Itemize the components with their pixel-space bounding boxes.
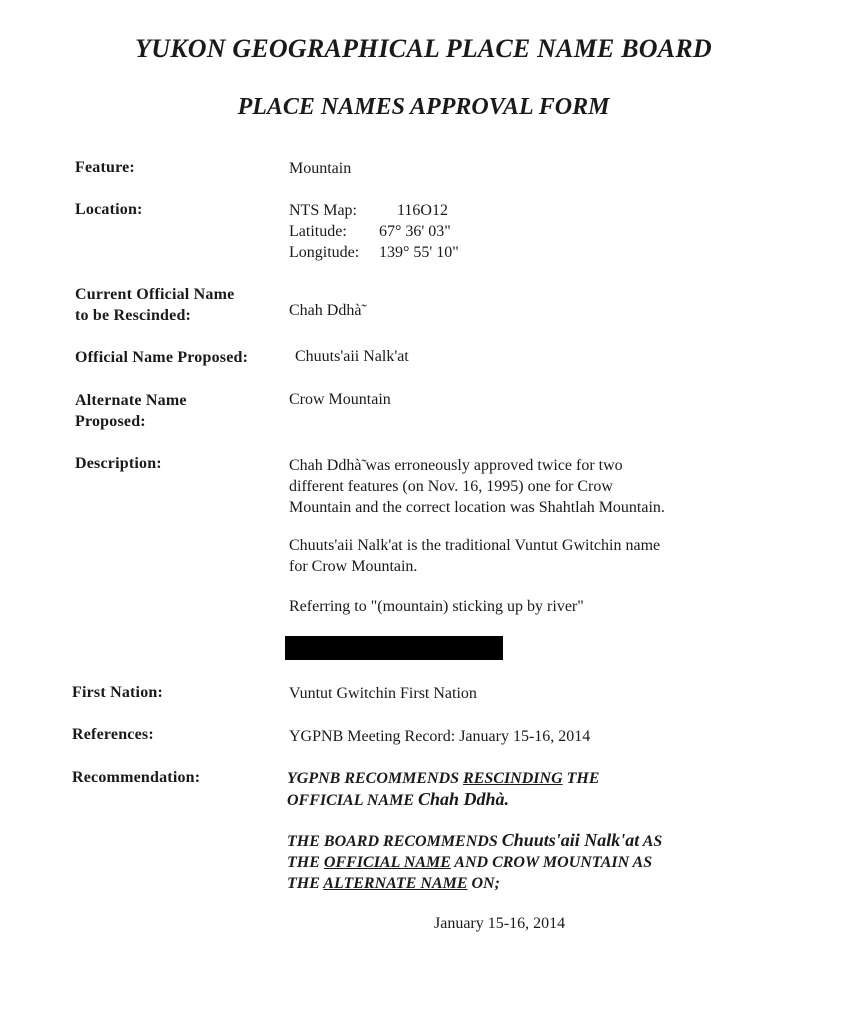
current-name-label-line1: Current Official Name [75, 286, 235, 303]
alternate-name-value: Crow Mountain [289, 391, 391, 408]
proposed-name-label: Official Name Proposed: [75, 349, 249, 366]
description-p2-line1: Chuuts'aii Nalk'at is the traditional Vuntut Gwitchin name [289, 537, 661, 554]
nts-map-value: 116O12 [397, 202, 448, 219]
current-name-label [75, 284, 234, 326]
longitude-key: Longitude: [289, 244, 360, 261]
current-name-label-line2: to be Rescinded: [75, 307, 192, 324]
board-title: YUKON GEOGRAPHICAL PLACE NAME BOARD [135, 34, 712, 63]
rec1-text-a: YGPNB RECOMMENDS [287, 770, 464, 787]
description-value [289, 455, 665, 617]
location-label: Location: [75, 201, 143, 218]
latitude-value: 67° 36' 03" [379, 223, 451, 240]
nts-map-key: NTS Map: [289, 202, 357, 219]
feature-value: Mountain [289, 160, 352, 177]
current-name-value: Chah Ddhà̃ [289, 302, 362, 319]
location-value [289, 200, 459, 263]
description-label: Description: [75, 455, 162, 472]
rec2-text-b: AS [639, 833, 663, 850]
approval-date: January 15-16, 2014 [434, 915, 566, 932]
description-p1-line1: Chah Ddhà̃ was erroneously approved twice for two [289, 457, 623, 474]
description-p1-line2: different features (on Nov. 16, 1995) one for Crow [289, 478, 613, 495]
latitude-key: Latitude: [289, 223, 347, 240]
first-nation-value: Vuntut Gwitchin First Nation [289, 685, 477, 702]
alternate-name-label-line1: Alternate Name [75, 392, 187, 409]
redaction-bar [285, 636, 503, 660]
rec2-text-c: THE [287, 854, 324, 871]
rec2-name: Chuuts'aii Nalk'at [501, 830, 640, 850]
rec1-text-d: OFFICIAL NAME [287, 792, 418, 809]
alternate-name-label [75, 390, 187, 432]
rec2-text-f: THE [287, 875, 324, 892]
rec2-alternate-name: ALTERNATE NAME [323, 875, 468, 892]
recommendation-rescind [287, 768, 600, 811]
form-title: PLACE NAMES APPROVAL FORM [237, 94, 610, 120]
description-p2-line2: for Crow Mountain. [289, 558, 418, 575]
longitude-value: 139° 55' 10" [379, 244, 459, 261]
rec2-text-h: ON; [467, 875, 500, 892]
rec2-text-e: AND CROW MOUNTAIN AS [450, 854, 653, 871]
description-p3: Referring to "(mountain) sticking up by river" [289, 598, 584, 615]
recommendation-approve [287, 830, 662, 894]
feature-label: Feature: [75, 159, 135, 176]
alternate-name-label-line2: Proposed: [75, 413, 146, 430]
references-label: References: [72, 726, 154, 743]
rec1-name: Chah Ddhà. [418, 789, 510, 809]
first-nation-label: First Nation: [72, 684, 164, 701]
references-value: YGPNB Meeting Record: January 15-16, 2014 [289, 728, 591, 745]
rec2-official-name: OFFICIAL NAME [323, 854, 451, 871]
rec2-text-a: THE BOARD RECOMMENDS [287, 833, 502, 850]
proposed-name-value: Chuuts'aii Nalk'at [295, 348, 409, 365]
rec1-text-c: THE [562, 770, 600, 787]
recommendation-label: Recommendation: [72, 769, 201, 786]
rec1-rescinding: RESCINDING [463, 770, 563, 787]
description-p1-line3: Mountain and the correct location was Shahtlah Mountain. [289, 499, 665, 516]
